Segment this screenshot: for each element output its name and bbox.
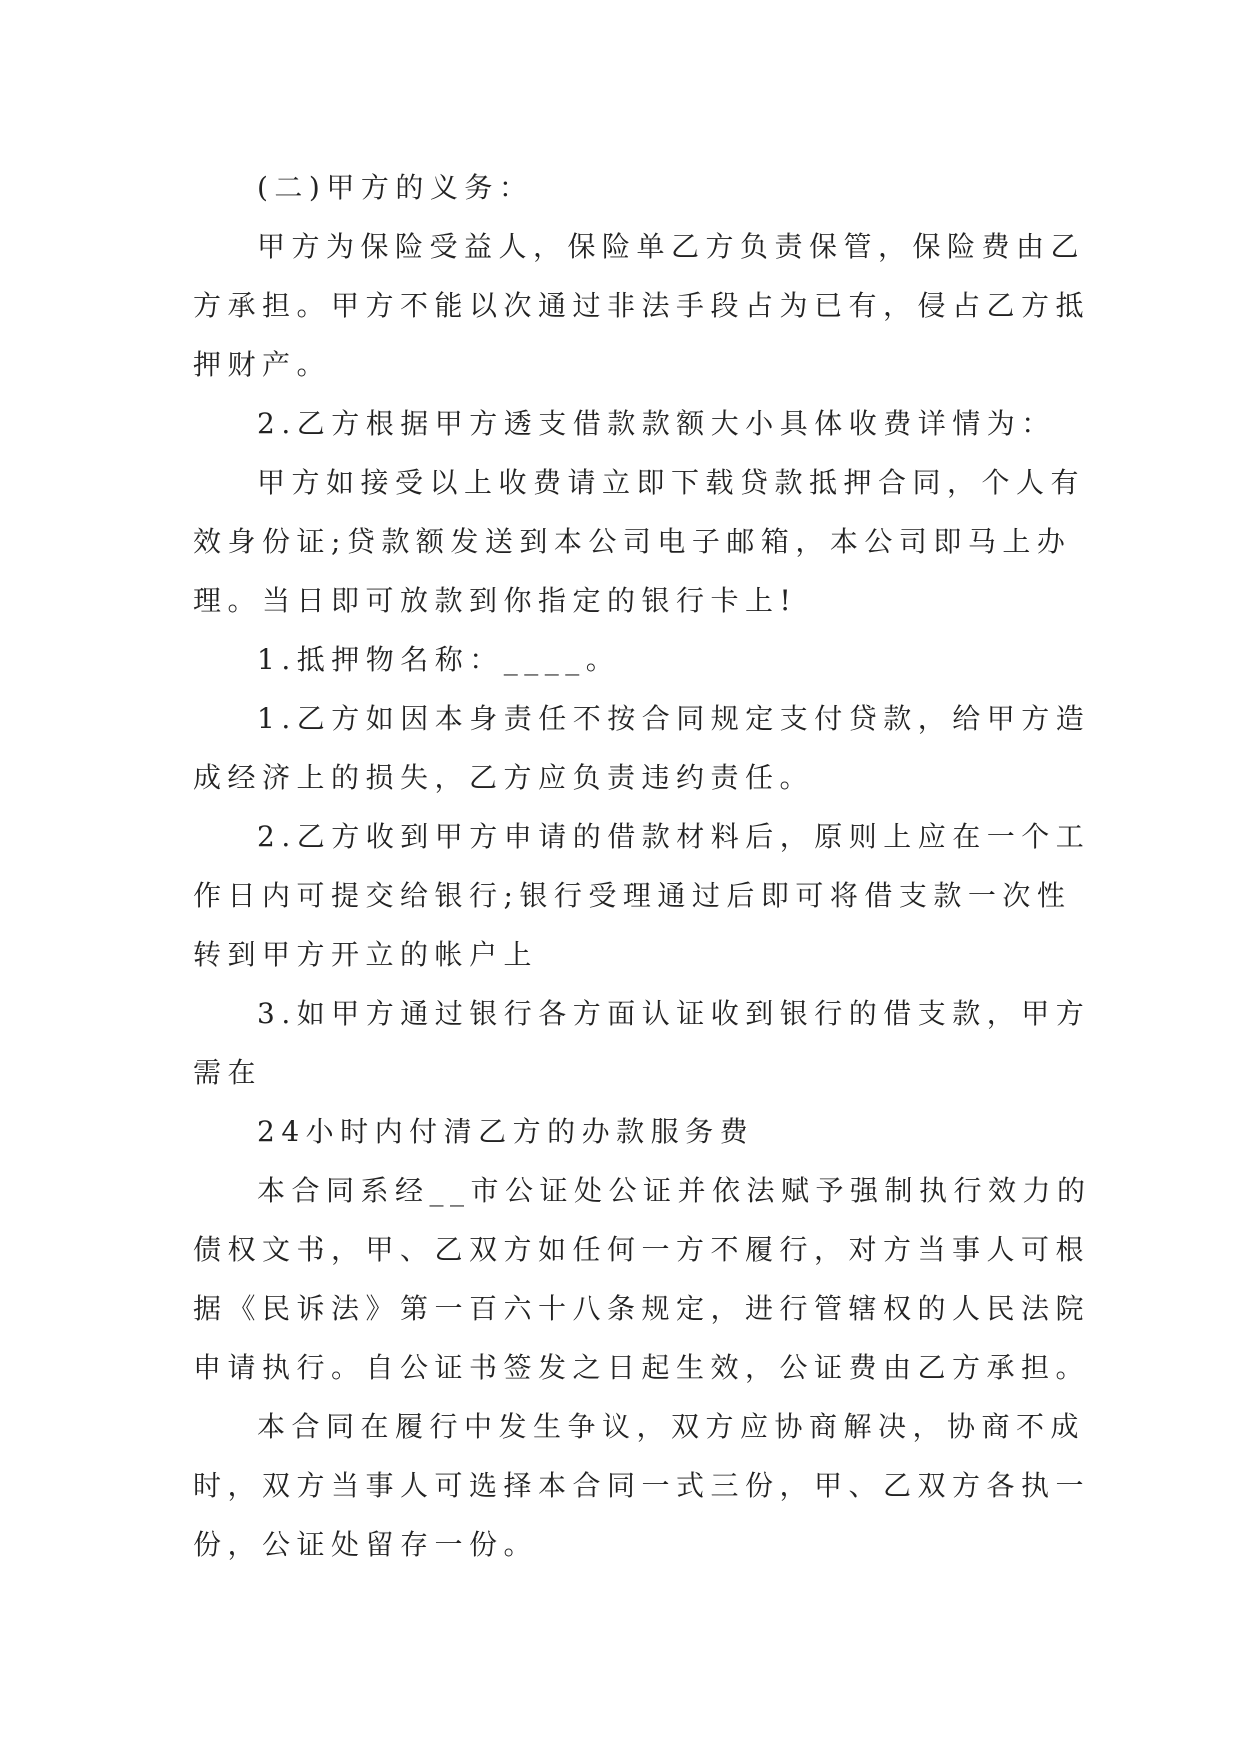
text-line: 1.抵押物名称：____。	[257, 643, 621, 676]
text-line: 转到甲方开立的帐户上	[193, 938, 539, 971]
text-line: 甲方如接受以上收费请立即下载贷款抵押合同，个人有	[257, 466, 1086, 499]
paragraph-accept-fee	[193, 453, 1086, 630]
text-line: 效身份证;贷款额发送到本公司电子邮箱，本公司即马上办	[193, 525, 1072, 558]
text-line: 24小时内付清乙方的办款服务费	[257, 1115, 755, 1148]
text-line: 债权文书，甲、乙双方如任何一方不履行，对方当事人可根	[193, 1233, 1091, 1266]
paragraph-disputes	[193, 1397, 1091, 1574]
text-line: (二)甲方的义务：	[257, 171, 534, 204]
text-line: 2.乙方收到甲方申请的借款材料后，原则上应在一个工	[257, 820, 1091, 853]
text-line: 申请执行。自公证书签发之日起生效，公证费由乙方承担。	[193, 1351, 1091, 1384]
text-line: 本合同系经__市公证处公证并依法赋予强制执行效力的	[257, 1174, 1092, 1207]
paragraph-notarization	[193, 1161, 1092, 1397]
text-line: 据《民诉法》第一百六十八条规定，进行管辖权的人民法院	[193, 1292, 1091, 1325]
text-line: 1.乙方如因本身责任不按合同规定支付贷款，给甲方造	[257, 702, 1091, 735]
text-line: 需在	[193, 1056, 263, 1089]
paragraph-collateral-name	[193, 630, 1063, 689]
paragraph-obligations-heading	[193, 158, 1063, 217]
text-line: 押财产。	[193, 348, 332, 381]
paragraph-service-fee	[193, 1102, 1063, 1161]
text-line: 甲方为保险受益人，保险单乙方负责保管，保险费由乙	[257, 230, 1086, 263]
text-line: 本合同在履行中发生争议，双方应协商解决，协商不成	[257, 1410, 1086, 1443]
text-line: 方承担。甲方不能以次通过非法手段占为已有，侵占乙方抵	[193, 289, 1091, 322]
paragraph-liability-2	[193, 807, 1091, 984]
text-line: 时，双方当事人可选择本合同一式三份，甲、乙双方各执一	[193, 1469, 1091, 1502]
text-line: 理。当日即可放款到你指定的银行卡上!	[193, 584, 798, 617]
paragraph-fee-details	[193, 394, 1063, 453]
document-body	[193, 158, 1092, 1574]
text-line: 份，公证处留存一份。	[193, 1528, 539, 1561]
text-line: 作日内可提交给银行;银行受理通过后即可将借支款一次性	[193, 879, 1072, 912]
paragraph-insurance	[193, 217, 1091, 394]
text-line: 成经济上的损失，乙方应负责违约责任。	[193, 761, 815, 794]
text-line: 2.乙方根据甲方透支借款款额大小具体收费详情为：	[257, 407, 1056, 440]
paragraph-liability-3	[193, 984, 1091, 1102]
text-line: 3.如甲方通过银行各方面认证收到银行的借支款，甲方	[257, 997, 1091, 1030]
paragraph-liability-1	[193, 689, 1091, 807]
